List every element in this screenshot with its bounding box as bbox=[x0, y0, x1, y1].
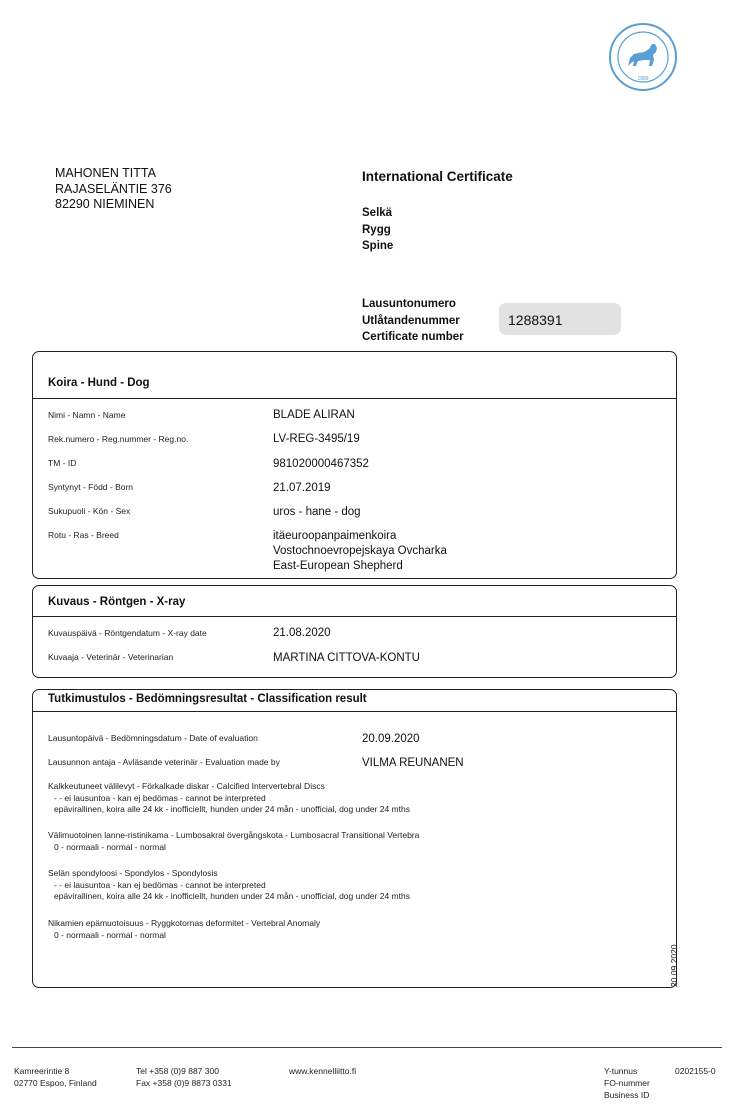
footer-phone bbox=[136, 1065, 232, 1089]
anomaly-result-block bbox=[48, 918, 320, 941]
footer-fonummer-label: FO-nummer bbox=[604, 1078, 650, 1088]
evaluator-label: Lausunnon antaja - Avläsande veterinär - Evaluation made by bbox=[48, 757, 280, 767]
evaluator-value: VILMA REUNANEN bbox=[362, 757, 464, 769]
xray-section bbox=[32, 585, 677, 678]
footer-business-id: 0202155-0 bbox=[675, 1066, 716, 1076]
certificate-number-label-en: Certificate number bbox=[362, 331, 464, 343]
address-line-1: MAHONEN TITTA bbox=[55, 166, 156, 180]
footer-id-labels bbox=[604, 1065, 650, 1101]
ltv-result-block bbox=[48, 830, 419, 853]
certificate-title: International Certificate bbox=[362, 169, 513, 184]
dog-sex-label: Sukupuoli - Kön - Sex bbox=[48, 506, 131, 516]
address-line-2: RAJASELÄNTIE 376 bbox=[55, 181, 172, 196]
eval-date-label: Lausuntopäivä - Bedömningsdatum - Date of evaluation bbox=[48, 733, 258, 743]
result-section bbox=[32, 689, 677, 988]
anomaly-title: Nikamien epämuotoisuus - Ryggkotornas deformitet - Vertebral Anomaly bbox=[48, 918, 321, 928]
footer-business-label: Business ID bbox=[604, 1090, 650, 1100]
spondylosis-result: - - ei lausuntoa - kan ej bedömas - cannot be interpreted bbox=[54, 879, 266, 890]
dog-breed-fi: itäeuroopanpaimenkoira bbox=[273, 530, 397, 542]
dog-name-label: Nimi - Namn - Name bbox=[48, 410, 126, 420]
result-section-divider bbox=[33, 711, 676, 712]
dog-sex-value: uros - hane - dog bbox=[273, 506, 361, 518]
footer-website-link[interactable]: www.kennelliitto.fi bbox=[289, 1066, 357, 1076]
dog-section bbox=[32, 351, 677, 579]
footer-city: 02770 Espoo, Finland bbox=[14, 1078, 97, 1088]
side-date-stamp: 20.09.2020 bbox=[669, 944, 679, 987]
certificate-number-labels bbox=[362, 296, 464, 346]
dog-reg-value: LV-REG-3495/19 bbox=[273, 433, 360, 445]
footer-tel: Tel +358 (0)9 887 300 bbox=[136, 1066, 219, 1076]
discs-note: epävirallinen, koira alle 24 kk - inofficiellt, hunden under 24 mån - unofficial, dog under 24 mths bbox=[54, 804, 410, 814]
xray-date-value: 21.08.2020 bbox=[273, 627, 331, 639]
xray-section-divider bbox=[33, 616, 676, 617]
discs-title: Kalkkeutuneet välilevyt - Förkalkade diskar - Calcified Intervertebral Discs bbox=[48, 781, 325, 791]
dog-section-heading: Koira - Hund - Dog bbox=[48, 377, 150, 389]
dog-breed-label: Rotu - Ras - Breed bbox=[48, 530, 119, 540]
dog-born-label: Syntynyt - Född - Born bbox=[48, 482, 134, 492]
certificate-type-fi: Selkä bbox=[362, 207, 393, 219]
footer-divider bbox=[12, 1047, 722, 1048]
eval-date-value: 20.09.2020 bbox=[362, 733, 420, 745]
recipient-address bbox=[55, 166, 172, 213]
dog-born-value: 21.07.2019 bbox=[273, 482, 331, 494]
spondylosis-title: Selän spondyloosi - Spondylos - Spondylosis bbox=[48, 868, 218, 878]
certificate-number-field: 1288391 bbox=[499, 303, 621, 335]
certificate-type-sv: Rygg bbox=[362, 223, 391, 236]
xray-vet-label: Kuvaaja - Veterinär - Veterinarian bbox=[48, 652, 174, 662]
certificate-number-label-sv: Utlåtandenummer bbox=[362, 314, 460, 327]
footer-street: Kamreerintie 8 bbox=[14, 1066, 70, 1076]
xray-date-label: Kuvauspäivä - Röntgendatum - X-ray date bbox=[48, 628, 207, 638]
result-section-heading: Tutkimustulos - Bedömningsresultat - Classification result bbox=[48, 693, 367, 705]
address-line-3: 82290 NIEMINEN bbox=[55, 197, 155, 211]
footer-fax: Fax +358 (0)9 8873 0331 bbox=[136, 1078, 232, 1088]
ltv-title: Välimuotoinen lanne-ristinikama - Lumbosakral övergångskota - Lumbosacral Transitional Vertebra bbox=[48, 830, 420, 840]
xray-vet-value: MARTINA CITTOVA-KONTU bbox=[273, 652, 420, 664]
dog-reg-label: Rek.numero - Reg.nummer - Reg.no. bbox=[48, 434, 189, 444]
spondylosis-note: epävirallinen, koira alle 24 kk - inofficiellt, hunden under 24 mån - unofficial, dog under 24 mths bbox=[54, 891, 410, 901]
certificate-type-en: Spine bbox=[362, 240, 394, 252]
spondylosis-result-block bbox=[48, 868, 410, 903]
dog-id-value: 981020000467352 bbox=[273, 458, 369, 470]
certificate-number-label-fi: Lausuntonumero bbox=[362, 298, 456, 310]
certificate-type bbox=[362, 205, 393, 255]
kennel-club-logo-icon bbox=[608, 22, 678, 92]
discs-result: - - ei lausuntoa - kan ej bedömas - cannot be interpreted bbox=[54, 792, 266, 803]
dog-breed-ru: Vostochnoevropejskaya Ovcharka bbox=[273, 545, 447, 557]
discs-result-block bbox=[48, 781, 410, 816]
xray-section-heading: Kuvaus - Röntgen - X-ray bbox=[48, 596, 186, 608]
dog-breed-value bbox=[273, 529, 447, 574]
ltv-result: 0 - normaali - normal - normal bbox=[54, 841, 166, 852]
dog-id-label: TM - ID bbox=[48, 458, 77, 468]
svg-text:1889: 1889 bbox=[637, 76, 649, 82]
dog-name-value: BLADE ALIRAN bbox=[273, 409, 355, 421]
anomaly-result: 0 - normaali - normal - normal bbox=[54, 929, 166, 940]
footer-address bbox=[14, 1065, 97, 1089]
dog-section-divider bbox=[33, 398, 676, 399]
footer-ytunnus-label: Y-tunnus bbox=[604, 1066, 638, 1076]
dog-breed-en: East-European Shepherd bbox=[273, 560, 403, 572]
